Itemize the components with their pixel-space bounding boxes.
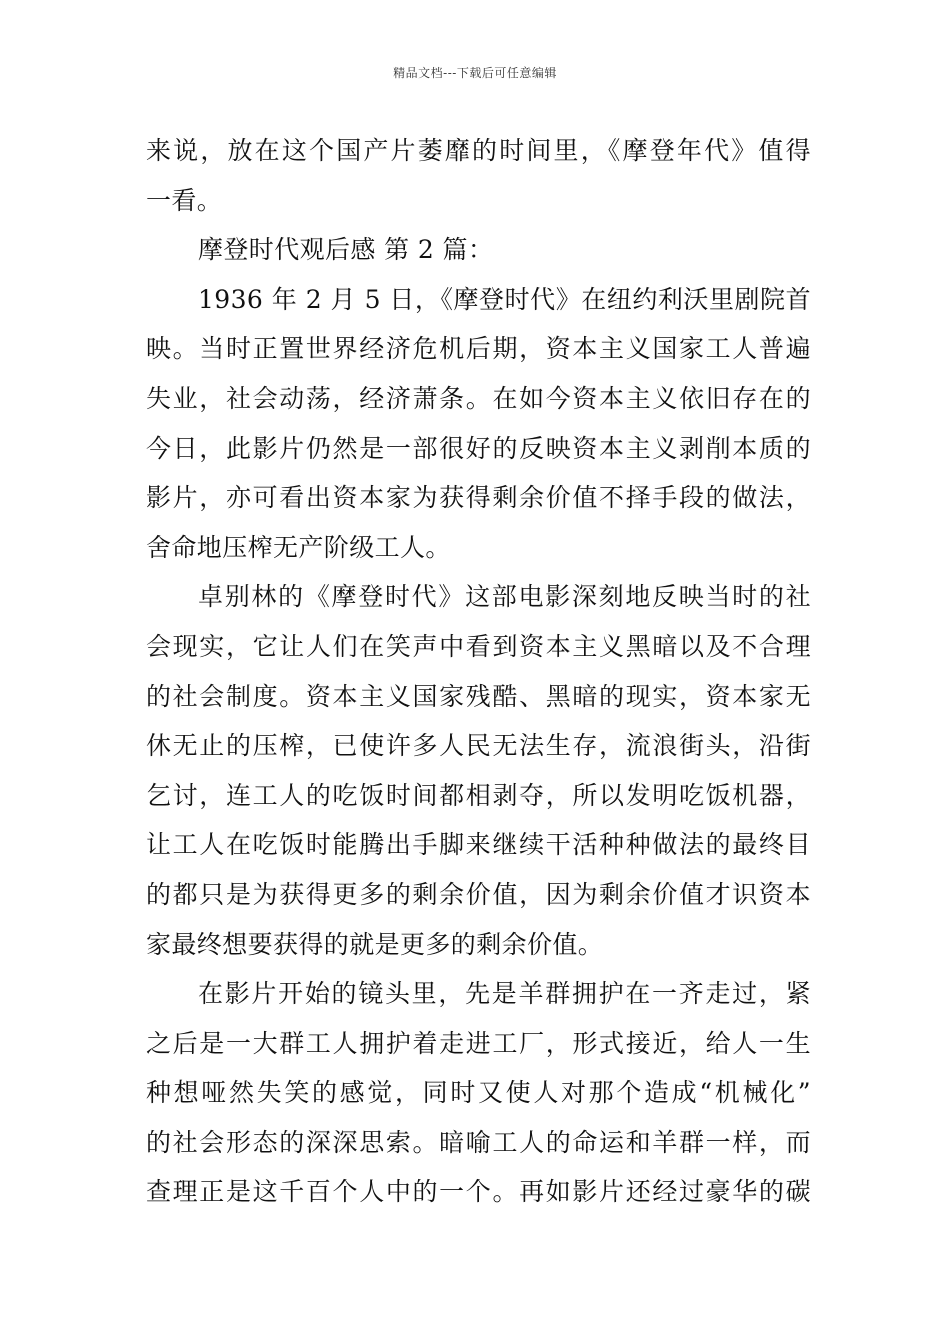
text-line: 映。当时正置世界经济危机后期，资本主义国家工人普遍 <box>146 334 811 364</box>
text-line: 查理正是这千百个人中的一个。再如影片还经过豪华的碳 <box>146 1177 811 1207</box>
text-line: 种想哑然失笑的感觉，同时又使人对那个造成“机械化” <box>146 1078 811 1108</box>
section-heading: 摩登时代观后感 第 2 篇： <box>198 235 494 265</box>
document-body <box>146 126 811 1217</box>
text-line: 影片，亦可看出资本家为获得剩余价值不择手段的做法， <box>146 483 811 513</box>
text-line: 的都只是为获得更多的剩余价值，因为剩余价值才识资本 <box>146 879 811 909</box>
text-line: 1936 年 2 月 5 日，《摩登时代》在纽约利沃里剧院首 <box>198 284 811 314</box>
text-line: 失业，社会动荡，经济萧条。在如今资本主义依旧存在的 <box>146 383 811 413</box>
text-line: 卓别林的《摩登时代》这部电影深刻地反映当时的社 <box>198 582 811 612</box>
text-line: 之后是一大群工人拥护着走进工厂，形式接近，给人一生 <box>146 1028 811 1058</box>
text-line: 在影片开始的镜头里，先是羊群拥护在一齐走过，紧 <box>198 979 811 1009</box>
text-line: 一看。 <box>146 185 223 215</box>
text-line: 家最终想要获得的就是更多的剩余价值。 <box>146 929 604 959</box>
text-line: 乞讨，连工人的吃饭时间都相剥夺，所以发明吃饭机器， <box>146 780 811 810</box>
text-line: 来说，放在这个国产片萎靡的时间里，《摩登年代》值得 <box>146 136 811 165</box>
text-line: 的社会制度。资本主义国家残酷、黑暗的现实，资本家无 <box>146 681 811 711</box>
page-header: 精品文档---下载后可任意编辑 <box>393 66 557 80</box>
text-line: 舍命地压榨无产阶级工人。 <box>146 532 451 562</box>
text-line: 让工人在吃饭时能腾出手脚来继续干活种种做法的最终目 <box>146 830 811 860</box>
text-line: 会现实，它让人们在笑声中看到资本主义黑暗以及不合理 <box>146 631 811 661</box>
text-line: 的社会形态的深深思索。暗喻工人的命运和羊群一样，而 <box>146 1127 811 1157</box>
text-line: 休无止的压榨，已使许多人民无法生存，流浪街头，沿街 <box>146 731 811 761</box>
text-line: 今日，此影片仍然是一部很好的反映资本主义剥削本质的 <box>146 433 811 463</box>
